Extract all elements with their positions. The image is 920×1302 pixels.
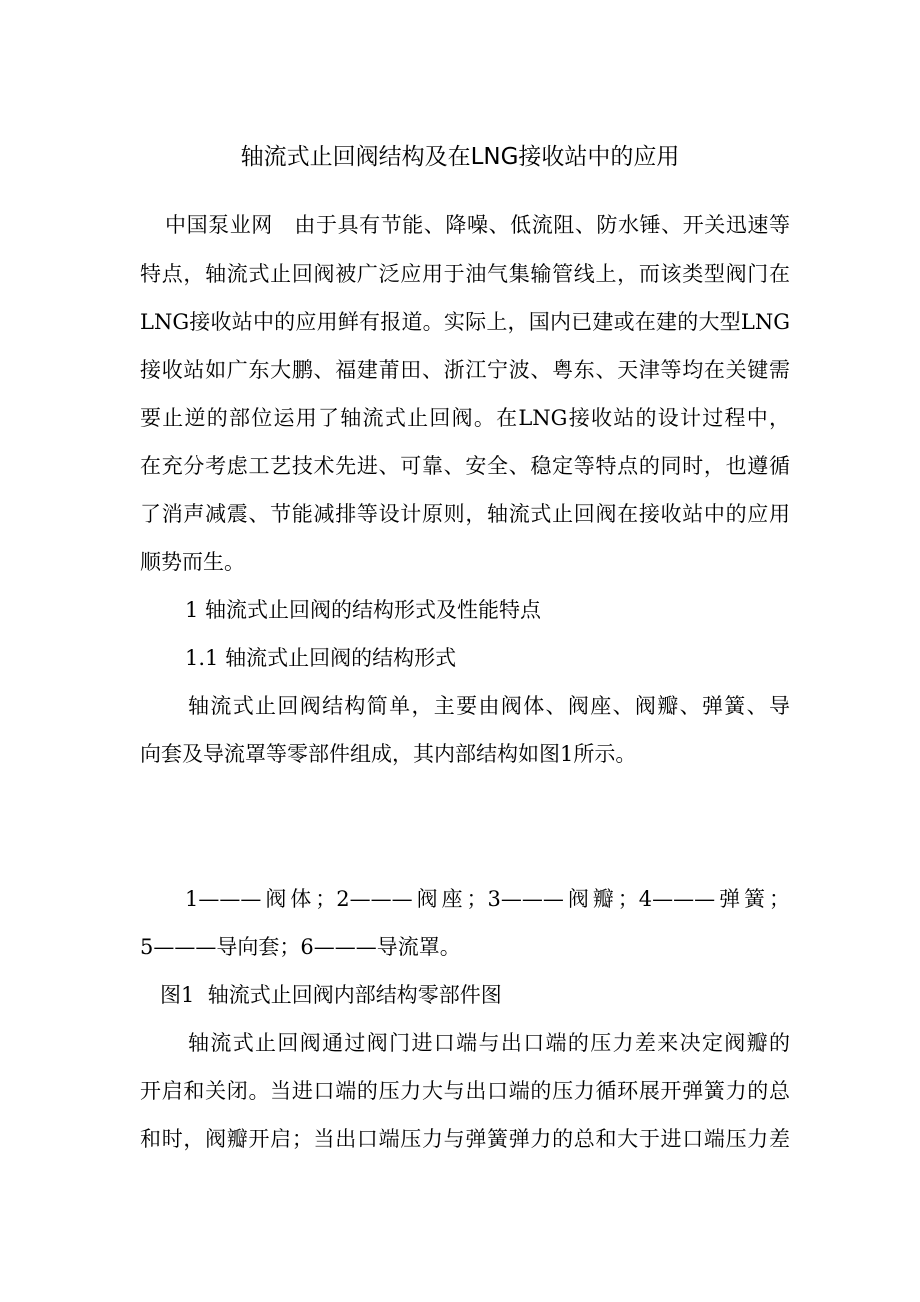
- paragraph-3-line-1: 轴流式止回阀通过阀门进口端与出口端的压力差来决定阀瓣的: [188, 1031, 790, 1055]
- paragraph-1-line-3: LNG接收站中的应用鲜有报道。实际上，国内已建或在建的大型LNG: [140, 310, 790, 334]
- paragraph-2-line-2: 向套及导流罩等零部件组成，其内部结构如图1所示。: [140, 742, 637, 766]
- paragraph-1-line-6: 在充分考虑工艺技术先进、可靠、安全、稳定等特点的同时，也遵循: [140, 454, 790, 478]
- paragraph-3-line-2: 开启和关闭。当进口端的压力大与出口端的压力循环展开弹簧力的总: [140, 1079, 790, 1103]
- paragraph-1-line-2: 特点，轴流式止回阀被广泛应用于油气集输管线上，而该类型阀门在: [140, 262, 790, 286]
- paragraph-3-line-3: 和时，阀瓣开启；当出口端压力与弹簧弹力的总和大于进口端压力差: [140, 1127, 790, 1151]
- paragraph-1-line-4: 接收站如广东大鹏、福建莆田、浙江宁波、粤东、天津等均在关键需: [140, 358, 790, 382]
- paragraph-1-line-7: 了消声减震、节能减排等设计原则，轴流式止回阀在接收站中的应用: [140, 502, 790, 526]
- figure-caption: 图1 轴流式止回阀内部结构零部件图: [160, 983, 502, 1007]
- figure-legend-line-1: 1———阀体；2———阀座；3———阀瓣；4———弹簧；: [185, 887, 790, 911]
- document-title: 轴流式止回阀结构及在LNG接收站中的应用: [240, 144, 680, 170]
- paragraph-1-line-5: 要止逆的部位运用了轴流式止回阀。在LNG接收站的设计过程中，: [140, 406, 790, 430]
- paragraph-1-line-8: 顺势而生。: [140, 550, 245, 574]
- section-heading-1: 1 轴流式止回阀的结构形式及性能特点: [185, 598, 542, 622]
- figure-legend-line-2: 5———导向套；6———导流罩。: [140, 935, 461, 959]
- paragraph-1-line-1: 中国泵业网 由于具有节能、降噪、低流阻、防水锤、开关迅速等: [165, 213, 790, 237]
- section-heading-1-1: 1.1 轴流式止回阀的结构形式: [185, 646, 457, 670]
- paragraph-2-line-1: 轴流式止回阀结构简单，主要由阀体、阀座、阀瓣、弹簧、导: [188, 694, 790, 718]
